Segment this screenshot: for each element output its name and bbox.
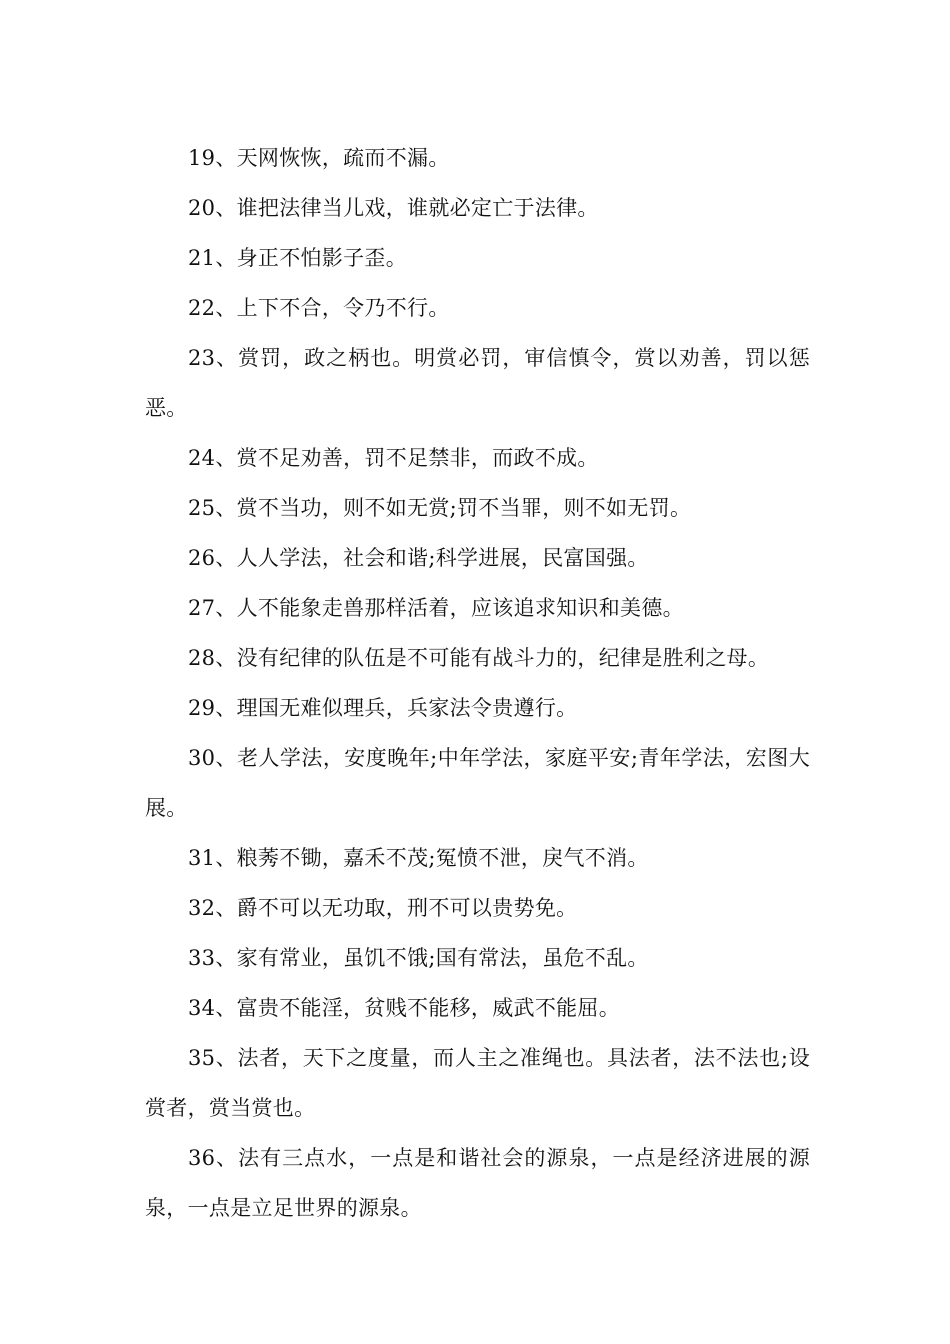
quote-entry-22: 22、上下不合，令乃不行。 — [188, 296, 450, 320]
quote-list — [145, 133, 810, 1233]
quote-entry-25: 25、赏不当功，则不如无赏;罚不当罪，则不如无罚。 — [188, 496, 692, 520]
quote-entry-28: 28、没有纪律的队伍是不可能有战斗力的，纪律是胜利之母。 — [188, 646, 770, 670]
quote-entry-19: 19、天网恢恢，疏而不漏。 — [188, 146, 450, 170]
quote-entry-34: 34、富贵不能淫，贫贱不能移，威武不能屈。 — [188, 996, 621, 1020]
quote-entry-26: 26、人人学法，社会和谐;科学进展，民富国强。 — [188, 546, 649, 570]
quote-entry-29: 29、理国无难似理兵，兵家法令贵遵行。 — [188, 696, 578, 720]
quote-entry-33: 33、家有常业，虽饥不饿;国有常法，虽危不乱。 — [188, 946, 649, 970]
quote-entry-27: 27、人不能象走兽那样活着，应该追求知识和美德。 — [188, 596, 684, 620]
quote-entry-20: 20、谁把法律当儿戏，谁就必定亡于法律。 — [188, 196, 599, 220]
quote-entry-24: 24、赏不足劝善，罚不足禁非，而政不成。 — [188, 446, 599, 470]
quote-entry-35: 35、法者，天下之度量，而人主之准绳也。具法者，法不法也;设赏者，赏当赏也。 — [145, 1046, 810, 1120]
quote-entry-21: 21、身正不怕影子歪。 — [188, 246, 408, 270]
quote-entry-36: 36、法有三点水，一点是和谐社会的源泉，一点是经济进展的源泉，一点是立足世界的源泉。 — [145, 1146, 810, 1220]
quote-entry-31: 31、粮莠不锄，嘉禾不茂;冤愤不泄，戾气不消。 — [188, 846, 649, 870]
quote-entry-32: 32、爵不可以无功取，刑不可以贵势免。 — [188, 896, 578, 920]
quote-entry-23: 23、赏罚，政之柄也。明赏必罚，审信慎令，赏以劝善，罚以惩恶。 — [145, 346, 810, 420]
quote-entry-30: 30、老人学法，安度晚年;中年学法，家庭平安;青年学法，宏图大展。 — [145, 746, 810, 820]
